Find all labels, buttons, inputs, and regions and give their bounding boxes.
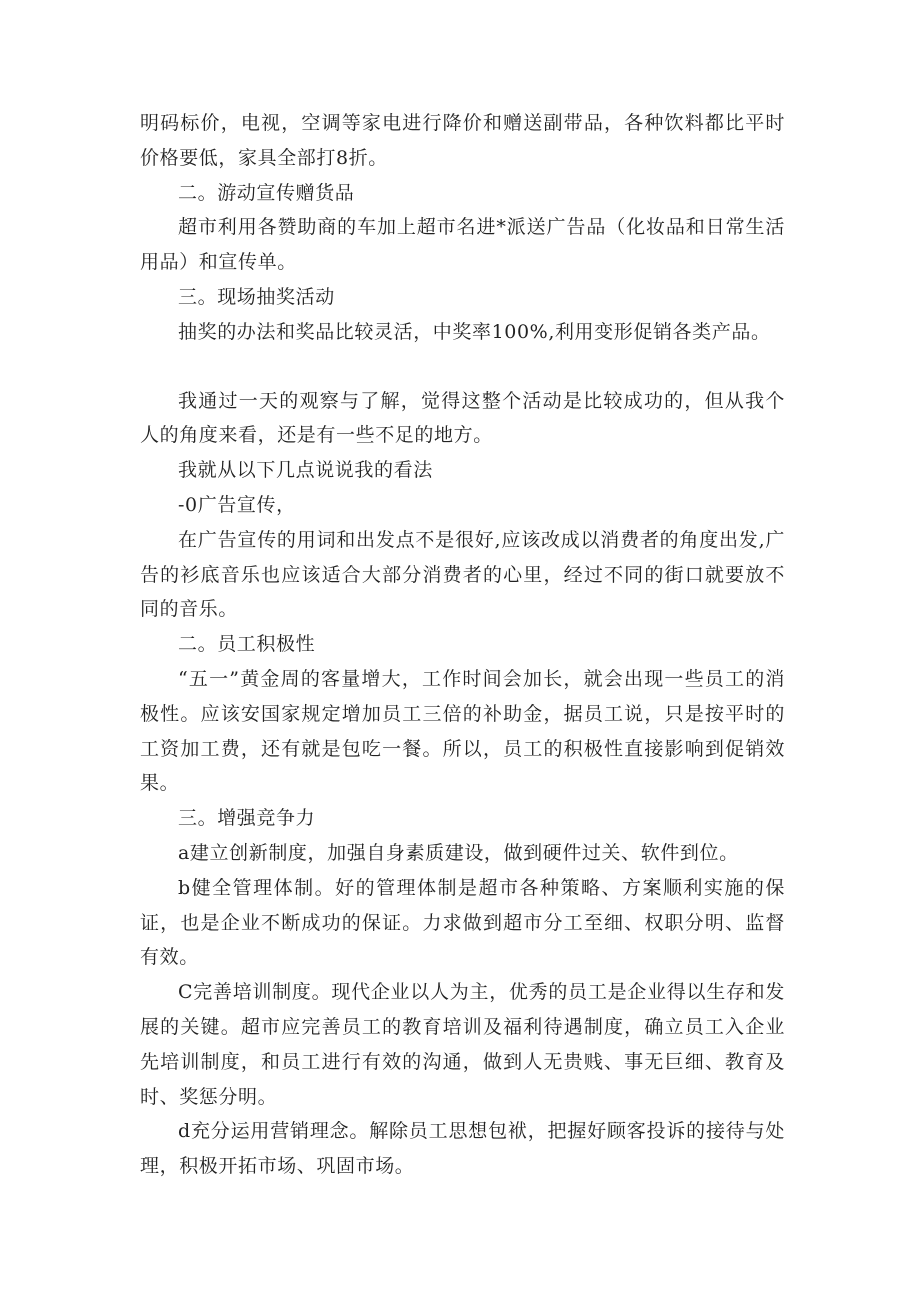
paragraph-observation: 我通过一天的观察与了解，觉得这整个活动是比较成功的，但从我个人的角度来看，还是有一些不足的地方。 — [140, 389, 785, 447]
paragraph-staff-motivation: “五一”黄金周的客量增大，工作时间会加长，就会出现一些员工的消极性。应该安国家规定增加员工三倍的补助金，据员工说，只是按平时的工资加工费，还有就是包吃一餐。所以，员工的积极性直接影响到促销效果。 — [140, 667, 785, 795]
paragraph-lottery-details: 抽奖的办法和奖品比较灵活，中奖率100%,利用变形促销各类产品。 — [178, 320, 771, 343]
paragraph-advertising: 在广告宣传的用词和出发点不是很好,应该改成以消费者的角度出发,广告的衫底音乐也应该适合大部分消费者的心里，经过不同的街口就要放不同的音乐。 — [140, 528, 785, 621]
heading-competitiveness: 三。增强竞争力 — [178, 807, 316, 830]
heading-staff-motivation: 二。员工积极性 — [178, 633, 316, 656]
paragraph-price-tags: 明码标价，电视，空调等家电进行降价和赠送副带品，各种饮料都比平时价格要低，家具全部打8折。 — [140, 112, 785, 169]
paragraph-gap — [140, 350, 785, 384]
heading-mobile-promotion: 二。游动宣传赠货品 — [178, 181, 355, 204]
paragraph-sponsor-vehicles: 超市利用各赞助商的车加上超市名进*派送广告品（化妆品和日常生活用品）和宣传单。 — [140, 216, 785, 274]
document-body — [140, 106, 785, 1184]
heading-advertising: -0广告宣传， — [178, 493, 296, 516]
paragraph-item-d: d充分运用营销理念。解除员工思想包袱，把握好顾客投诉的接待与处理，积极开拓市场、巩固市场。 — [140, 1120, 785, 1178]
paragraph-opinion-intro: 我就从以下几点说说我的看法 — [178, 459, 433, 482]
paragraph-item-b: b健全管理体制。好的管理体制是超市各种策略、方案顺利实施的保证，也是企业不断成功的保证。力求做到超市分工至细、权职分明、监督有效。 — [140, 876, 785, 969]
heading-lottery: 三。现场抽奖活动 — [178, 285, 335, 308]
paragraph-item-a: a建立创新制度，加强自身素质建设，做到硬件过关、软件到位。 — [178, 841, 739, 864]
paragraph-item-c: C完善培训制度。现代企业以人为主，优秀的员工是企业得以生存和发展的关键。超市应完善员工的教育培训及福利待遇制度，确立员工入企业先培训制度，和员工进行有效的沟通，做到人无贵贱、事无巨细、教育及时、奖惩分明。 — [140, 981, 785, 1108]
